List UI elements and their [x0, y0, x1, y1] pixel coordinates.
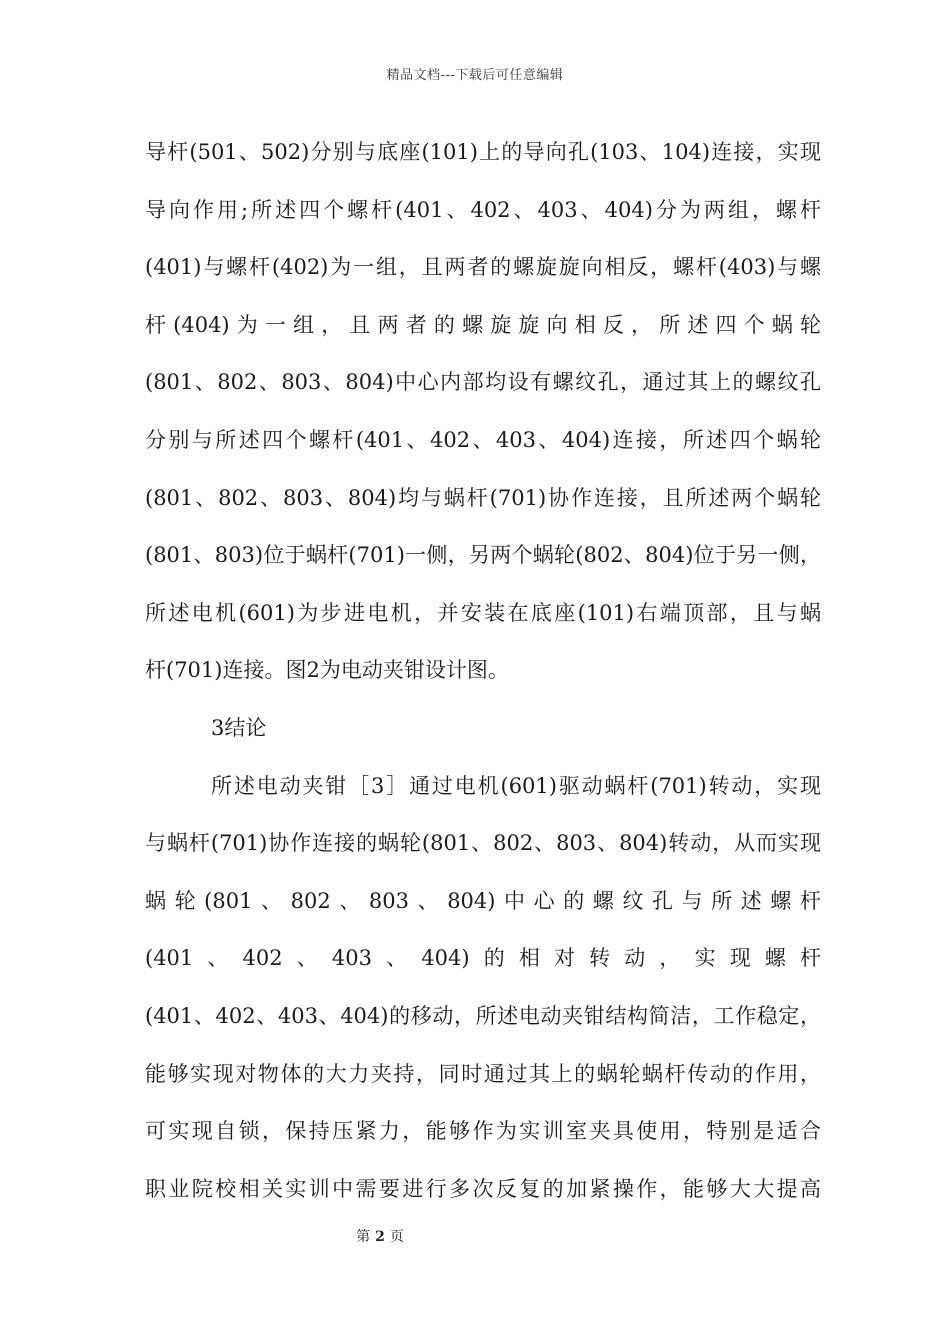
- page-header: 精品文档---下载后可任意编辑: [386, 68, 564, 83]
- page-prefix: 第: [356, 1229, 371, 1245]
- body-line-14: 蜗轮(801、802、803、804)中心的螺纹孔与所述螺杆: [145, 888, 821, 913]
- body-line-16: (401、402、403、404)的移动，所述电动夹钳结构简洁，工作稳定，: [145, 1003, 821, 1028]
- body-line-10: 杆(701)连接。图2为电动夹钳设计图。: [145, 658, 509, 683]
- body-line-12: 所述电动夹钳［3］通过电机(601)驱动蜗杆(701)转动，实现: [211, 773, 821, 798]
- page-suffix: 页: [389, 1229, 404, 1245]
- body-line-13: 与蜗杆(701)协作连接的蜗轮(801、802、803、804)转动，从而实现: [145, 831, 821, 856]
- body-line-6: 分别与所述四个螺杆(401、402、403、404)连接，所述四个蜗轮: [145, 427, 821, 452]
- body-line-7: (801、802、803、804)均与蜗杆(701)协作连接，且所述两个蜗轮: [145, 485, 821, 510]
- page-number: 2: [375, 1229, 385, 1245]
- page-footer: [0, 1226, 760, 1246]
- body-line-17: 能够实现对物体的大力夹持，同时通过其上的蜗轮蜗杆传动的作用，: [145, 1061, 821, 1086]
- body-line-18: 可实现自锁，保持压紧力，能够作为实训室夹具使用，特别是适合: [145, 1119, 821, 1144]
- body-line-1: 导杆(501、502)分别与底座(101)上的导向孔(103、104)连接，实现: [145, 140, 821, 164]
- body-line-4: 杆(404)为一组，且两者的螺旋旋向相反，所述四个蜗轮: [145, 312, 821, 337]
- body-line-5: (801、802、803、804)中心内部均设有螺纹孔，通过其上的螺纹孔: [145, 370, 821, 395]
- body-line-3: (401)与螺杆(402)为一组，且两者的螺旋旋向相反，螺杆(403)与螺: [145, 255, 821, 280]
- body-line-2: 导向作用;所述四个螺杆(401、402、403、404)分为两组，螺杆: [145, 197, 821, 222]
- body-line-19: 职业院校相关实训中需要进行多次反复的加紧操作，能够大大提高: [145, 1176, 821, 1201]
- document-body: [145, 130, 821, 1224]
- body-line-15: (401、402、403、404)的相对转动，实现螺杆: [145, 946, 821, 971]
- body-line-8: (801、803)位于蜗杆(701)一侧，另两个蜗轮(802、804)位于另一侧，: [145, 543, 821, 568]
- body-line-9: 所述电机(601)为步进电机，并安装在底座(101)右端顶部，且与蜗: [145, 600, 821, 625]
- section-heading: 3结论: [211, 715, 267, 740]
